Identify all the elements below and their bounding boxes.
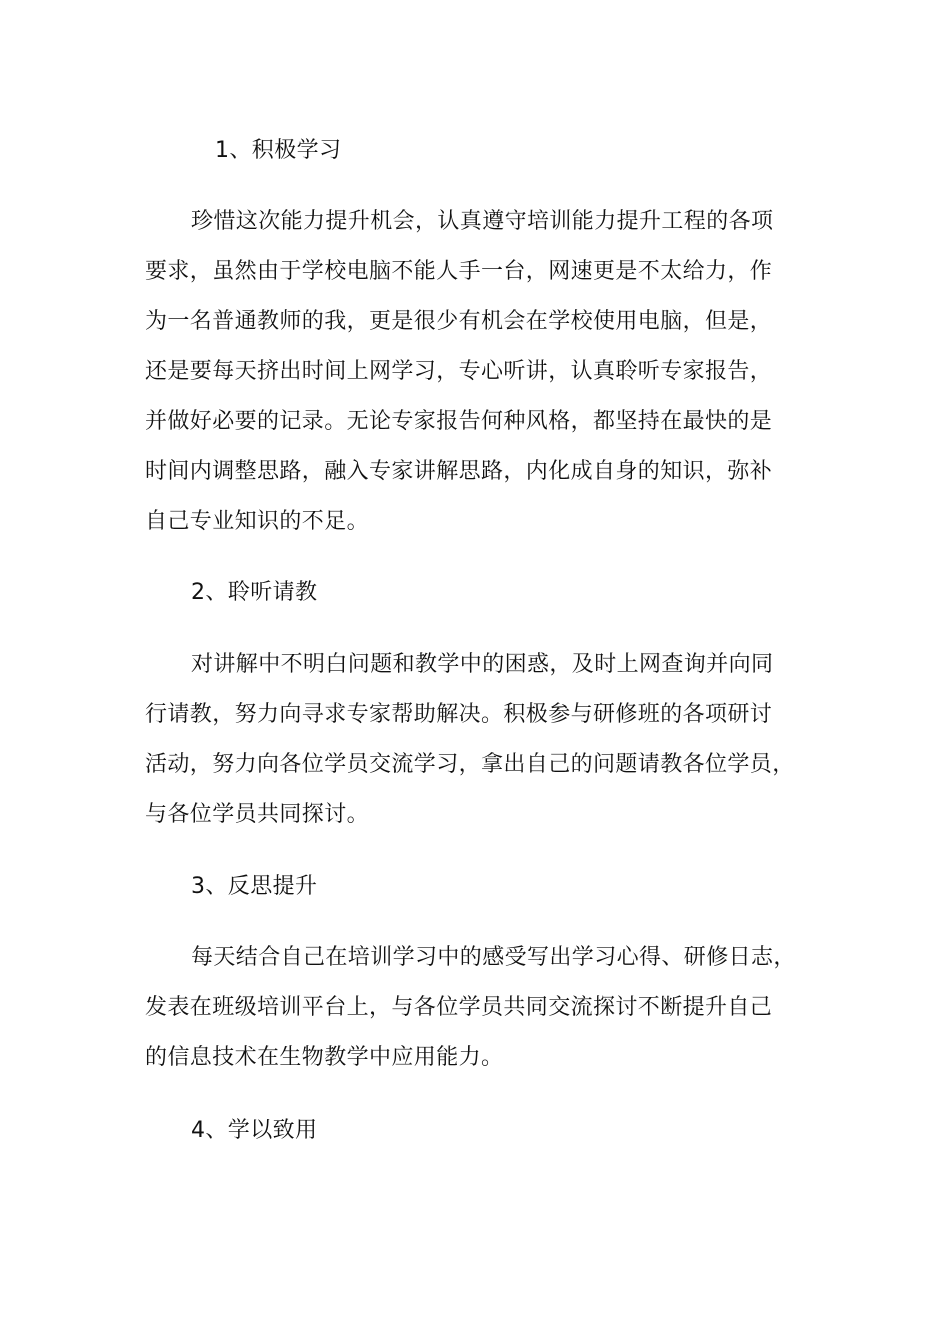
- paragraph-line: 珍惜这次能力提升机会，认真遵守培训能力提升工程的各项: [191, 209, 774, 234]
- paragraph-line: 自己专业知识的不足。: [145, 509, 370, 534]
- paragraph-line: 行请教，努力向寻求专家帮助解决。积极参与研修班的各项研讨: [145, 702, 773, 727]
- paragraph-line: 每天结合自己在培训学习中的感受写出学习心得、研修日志，: [191, 945, 796, 970]
- section-heading-3: 3、反思提升: [191, 874, 318, 899]
- paragraph-line: 对讲解中不明白问题和教学中的困惑，及时上网查询并向同: [191, 652, 774, 677]
- paragraph-line: 时间内调整思路，融入专家讲解思路，内化成自身的知识，弥补: [145, 459, 773, 484]
- paragraph-line: 还是要每天挤出时间上网学习，专心听讲，认真聆听专家报告，: [145, 359, 773, 384]
- paragraph-line: 与各位学员共同探讨。: [145, 802, 370, 827]
- paragraph-2: [145, 640, 805, 840]
- section-heading-2: 2、聆听请教: [191, 580, 318, 605]
- paragraph-line: 并做好必要的记录。无论专家报告何种风格，都坚持在最快的是: [145, 409, 773, 434]
- paragraph-line: 要求，虽然由于学校电脑不能人手一台，网速更是不太给力，作: [145, 259, 773, 284]
- paragraph-1: [145, 197, 805, 547]
- paragraph-line: 为一名普通教师的我，更是很少有机会在学校使用电脑，但是，: [145, 309, 773, 334]
- paragraph-line: 的信息技术在生物教学中应用能力。: [145, 1045, 504, 1070]
- paragraph-line: 活动，努力向各位学员交流学习，拿出自己的问题请教各位学员，: [145, 752, 795, 777]
- section-heading-1: 1、积极学习: [215, 138, 342, 163]
- paragraph-3: [145, 933, 805, 1083]
- section-heading-4: 4、学以致用: [191, 1118, 318, 1143]
- paragraph-line: 发表在班级培训平台上，与各位学员共同交流探讨不断提升自己: [145, 995, 773, 1020]
